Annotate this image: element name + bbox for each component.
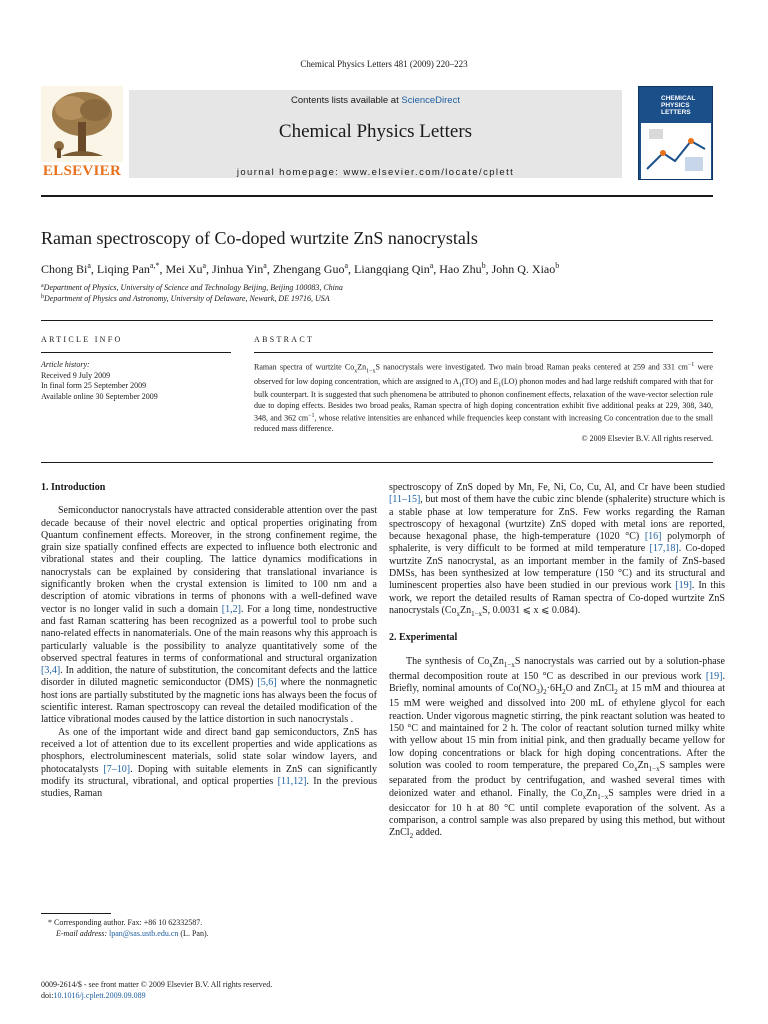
right-column [389, 482, 725, 843]
section-gap [389, 620, 725, 632]
reference-link[interactable]: [19] [705, 670, 723, 682]
author-mark: a [429, 261, 434, 270]
affiliation-a [41, 283, 343, 292]
cover-line: CHEMICAL [661, 95, 696, 102]
intro-paragraph-continued: spectroscopy of ZnS doped by Mn, Fe, Ni, Co, Cu, Al, and Cr have been studied [11–15], but most of them have the cubic zinc blende (sphalerite) structure which is a stable phase at low temperature for ZnS. Few works regarding the Raman spectroscopy of hexagonal (wurtzite) ZnS doped with metal ions are reported, because hexagonal phase, the high-temperature (1020 °C) [16] polymorph of sphalerite, is very difficult to be formed at mild temperature [17,18]. Co-doped wurtzite ZnS nanocrystal, as an important member in the family of ZnS-based DMSs, has been synthesized at low temperature (150 °C) and its structural and luminescent properties also have been studied in our previous work [19]. In this work, we report the detailed results of Raman spectra of Co-doped wurtzite ZnS nanocrystals ($Co_xZn_{1-x}S$, 0.0031 ⩽ x ⩽ 0.084). [389, 482, 725, 618]
journal-homepage[interactable]: journal homepage: www.elsevier.com/locate/cplett [236, 167, 515, 178]
author-list: Chong Bi$^a$, Liqing Pan$^{a,*}$, Mei Xu$^a$, Jinhua Yin$^a$, Zhengang Guo$^a$, Liangqiang Qin$^a$, Hao Zhu$^b$, John Q. Xiao$^b$ [41, 261, 560, 276]
email-label: E-mail address: [56, 929, 110, 938]
history-label: Article history: [41, 360, 90, 369]
author-name: Liqing Pan [96, 262, 150, 276]
intro-paragraph: As one of the important wide and direct band gap semiconductors, ZnS has received a lot of attention due to its excellent properties and wide applications as phosphors, electroluminescent materials, solid state solar window layers, and photocatalysts [7–10]. Doping with suitable elements in ZnS can significantly modify its structural, vibrational, and optical properties [11,12]. In the previous studies, Raman [41, 726, 377, 800]
journal-cover [638, 86, 713, 180]
article-info-heading: ARTICLE INFO [41, 335, 123, 344]
reference-link[interactable]: [7–10] [103, 763, 131, 775]
reference-link[interactable]: [17,18] [649, 543, 679, 555]
final-form-date: In final form 25 September 2009 [41, 381, 147, 390]
experimental-paragraph: The synthesis of $Co_xZn_{1-x}S$ nanocrystals was carried out by a solution-phase thermal decomposition route at 150 °C as described in our previous work [19]. Briefly, nominal amounts of $Co(NO_3)_2\cdot 6H_2O$ and ZnCl$_2$ at 15 mM and thiourea at 15 mM were weighed and dissolved into 200 mL of ethylene glycol for each reaction. Under vigorous magnetic stirring, the pink reactant solution was heated to 150 °C and maintained for 2 h. The color of reactant solution turned milky white with yellow about 15 min from initial pink, and then gradually became yellow for low doping concentrations or black for high doping concentrations. After the solution was cooled to room temperature, the prepared $Co_xZn_{1-x}S$ samples were separated from the product by centrifugation, and washed several times with deionized water and ethanol. Finally, the $Co_xZn_{1-x}S$ samples were dried in a desiccator for 10 h at 80 °C until complete evaporation of the solvent. As a comparison, a control sample was also prepared by using this method, but without ZnCl$_2$ added. [389, 655, 726, 841]
reference-link[interactable]: [1,2] [221, 603, 241, 615]
section-heading-experimental: 2. Experimental [389, 632, 458, 644]
reference-link[interactable]: [16] [644, 531, 662, 543]
author-mark: a [87, 261, 91, 270]
elsevier-logo [41, 86, 123, 180]
section-heading-introduction: 1. Introduction [41, 482, 106, 493]
contents-line [129, 95, 622, 106]
masthead [41, 86, 713, 182]
received-date: Received 9 July 2009 [41, 370, 111, 380]
online-date: Available online 30 September 2009 [41, 391, 158, 401]
author-mark: a [202, 261, 207, 270]
author-name: John Q. Xiao [491, 262, 556, 276]
elsevier-tree-icon [41, 86, 123, 162]
author-mark: b [555, 261, 560, 270]
cover-artwork-icon [641, 123, 711, 179]
author-name: Jinhua Yin [212, 262, 264, 276]
email-suffix: (L. Pan). [178, 929, 209, 938]
affiliation-text: Department of Physics, University of Science and Technology Beijing, Beijing 100083, China [43, 283, 343, 292]
masthead-band [129, 90, 622, 178]
cover-title [661, 95, 695, 116]
author-mark: a [344, 261, 349, 270]
issn-line: 0009-2614/$ - see front matter © 2009 Elsevier B.V. All rights reserved. [41, 980, 273, 989]
left-column [41, 482, 377, 800]
email-link[interactable]: lpan@sas.ustb.edu.cn [109, 929, 179, 938]
author-name: Liangqiang Qin [354, 262, 430, 276]
affiliation-text: Department of Physics and Astronomy, University of Delaware, Newark, DE 19716, USA [44, 294, 330, 303]
abstract-rule [254, 352, 713, 353]
masthead-rule [41, 195, 713, 197]
abstract-text [254, 360, 713, 445]
author-mark: b [481, 261, 486, 270]
abstract-body: Raman spectra of wurtzite $Co_xZn_{1-x}S$ nanocrystals were investigated. Two main broad Raman peaks centered at 259 and 331 $cm^{-1}$ were observed for low doping concentration, which are assigned to $A_1(TO)$ and $E_1(LO)$ phonon modes and had large redshift compared with that for bulk counterpart. It is suggested that such phenomena be attributed to phonon confinement effects, relaxation of the wave-vector selection rule due to doping effects. Besides two broad peaks, Raman spectra of high doping concentration exhibit five additional peaks at 229, 308, 340, 348, and 362 $cm^{-1}$, whose relative intensities are enhanced while frequencies keep constant with increasing Co concentration due to the small reduced mass difference. [254, 362, 714, 433]
email-note [56, 929, 209, 939]
abstract-bottom-rule [41, 462, 713, 463]
author-name: Hao Zhu [439, 262, 482, 276]
author-mark: a,* [149, 261, 160, 270]
info-rule [41, 352, 231, 353]
affiliation-mark: b [41, 294, 44, 300]
reference-link[interactable]: [3,4] [41, 665, 61, 677]
cover-line: LETTERS [661, 109, 691, 116]
publisher-name: ELSEVIER [42, 163, 122, 179]
corresponding-author-note: * Corresponding author. Fax: +86 10 62332587. [48, 918, 203, 927]
journal-title: Chemical Physics Letters [278, 121, 473, 142]
affiliation-mark: a [41, 283, 44, 289]
reference-link[interactable]: [5,6] [257, 677, 277, 689]
abstract-heading: ABSTRACT [254, 335, 315, 344]
article-history [41, 360, 231, 402]
journal-citation: Chemical Physics Letters 481 (2009) 220–223 [300, 59, 468, 69]
affiliation-b [41, 294, 330, 303]
reference-link[interactable]: [11,12] [277, 775, 307, 787]
cover-line: PHYSICS [661, 102, 690, 109]
author-name: Chong Bi [41, 262, 88, 276]
author-name: Mei Xu [165, 262, 203, 276]
affiliation-rule [41, 320, 713, 321]
intro-paragraph: Semiconductor nanocrystals have attracted considerable attention over the past decade because of their novel electric and optical properties originating from Quantum confinement effects. Moreover, in the strong confinement regime, the grain size spatially confined effects are expected to influence both electronic and vibrational states and their coupling. The lattice dynamics modifications in nanocrystals can be explained by considering that translational invariance is significantly broken when the crystal extension is limited to 100 nm and a description of atomic vibrations in terms of phonons with a well-defined wave vector is no longer valid in such a domain [1,2]. For a long time, nondestructive and fast Raman scattering has been recognized as a powerful tool to probe such nano-related effects in nanomaterials. One of the main reasons why this approach is particularly valuable is the possibility to analyze quantitatively some of the observed spectral features in terms of conformational and structural organization [3,4]. In addition, the nature of substitution, the concomitant defects and the lattice disorder in diluted magnetic semiconductor (DMS) [5,6] where the nonmagnetic host ions are partially substituted by the magnetic ions has always been the focus of scientific interest. Raman spectroscopy can reveal the detailed modification of the lattice vibrational modes caused by the lattice distortion in such nanocrystals . [41, 505, 378, 726]
sciencedirect-link[interactable]: ScienceDirect [401, 95, 460, 106]
reference-link[interactable]: [11–15] [389, 494, 421, 506]
reference-link[interactable]: [19] [675, 580, 692, 592]
abstract-copyright: © 2009 Elsevier B.V. All rights reserved. [581, 434, 713, 444]
author-mark: a [263, 261, 267, 270]
article-title: Raman spectroscopy of Co-doped wurtzite ZnS nanocrystals [41, 228, 478, 248]
doi-link[interactable]: 10.1016/j.cplett.2009.09.089 [53, 990, 146, 1000]
copyright-footer [41, 980, 272, 1001]
contents-prefix: Contents lists available at [291, 95, 402, 106]
author-name: Zhengang Guo [272, 262, 345, 276]
doi-prefix: doi: [41, 990, 54, 1000]
doi-line [41, 991, 272, 1002]
footnote-rule [41, 913, 111, 914]
